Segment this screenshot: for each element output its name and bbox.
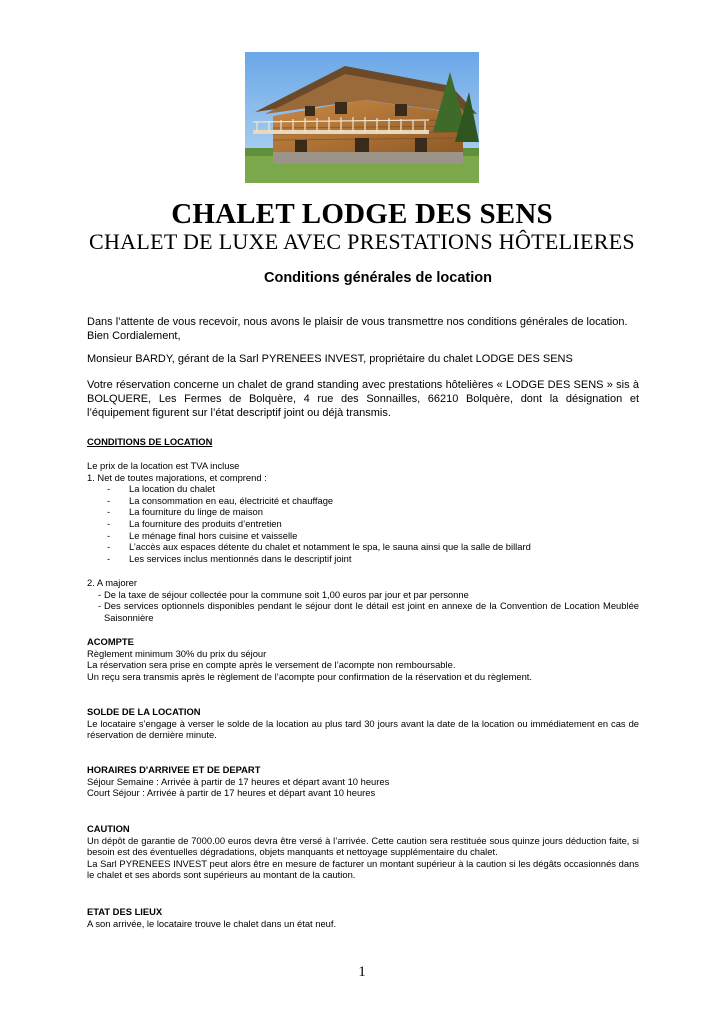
- list-item: - Des services optionnels disponibles pendant le séjour dont le détail est joint en annexe de la Convention de Location Meublée Saisonnière: [87, 600, 639, 623]
- horaires-line-2: Court Séjour : Arrivée à partir de 17 heures et départ avant 10 heures: [87, 787, 376, 799]
- caution-paragraph-2: La Sarl PYRENEES INVEST peut alors être en mesure de facturer un montant supérieur à la caution si les dégâts occasionnés dans le chalet et ses abords sont supérieurs au montant de la caution.: [87, 857, 639, 881]
- intro-paragraph-1: [87, 315, 639, 343]
- intro-paragraph-2: Monsieur BARDY, gérant de la Sarl PYRENEES INVEST, propriétaire du chalet LODGE DES SENS: [87, 353, 573, 365]
- list-item: - Le ménage final hors cuisine et vaisselle: [87, 530, 639, 542]
- solde-section: [87, 706, 639, 741]
- etat-section: [87, 906, 639, 929]
- conditions-block: [87, 460, 639, 564]
- list-item: - La location du chalet: [87, 483, 639, 495]
- acompte-heading: ACOMPTE: [87, 636, 134, 647]
- page-subtitle: CHALET DE LUXE AVEC PRESTATIONS HÔTELIERES: [89, 229, 635, 254]
- acompte-line-2: La réservation sera prise en compte après le versement de l’acompte non remboursable.: [87, 659, 456, 671]
- caution-heading: CAUTION: [87, 823, 130, 834]
- etat-text: A son arrivée, le locataire trouve le chalet dans un état neuf.: [87, 917, 337, 929]
- list-item: - La fourniture du linge de maison: [87, 506, 639, 518]
- intro-line-2: Bien Cordialement,: [87, 330, 181, 342]
- solde-text: Le locataire s’engage à verser le solde de la location au plus tard 30 jours avant la date de la location ou immédiatement en cas de réservation de dernière minute.: [87, 717, 639, 741]
- list-item: - Les services inclus mentionnés dans le descriptif joint: [87, 553, 639, 565]
- list-item: - L’accès aux espaces détente du chalet et notamment le spa, le sauna ainsi que la salle de billard: [87, 541, 639, 553]
- conditions-heading: CONDITIONS DE LOCATION: [87, 436, 213, 447]
- list-item: - La consommation en eau, électricité et chauffage: [87, 495, 639, 507]
- horaires-heading: HORAIRES D'ARRIVEE ET DE DEPART: [87, 764, 261, 775]
- conditions-line-2: 1. Net de toutes majorations, et comprend :: [87, 471, 267, 483]
- page-number: 1: [358, 964, 366, 980]
- caution-paragraph-1: Un dépôt de garantie de 7000.00 euros devra être versé à l’arrivée. Cette caution sera restituée sous quinze jours déduction faite, si besoin est des éventuelles dégradations, objets manquants et nettoyage supplémentaire du chalet.: [87, 834, 639, 858]
- conditions-line-3: 2. A majorer: [87, 577, 138, 588]
- acompte-line-3: Un reçu sera transmis après le règlement de l’acompte pour confirmation de la réservation et du règlement.: [87, 670, 533, 682]
- conditions-extra-block: [87, 577, 639, 623]
- list-item: - La fourniture des produits d’entretien: [87, 518, 639, 530]
- conditions-line-1: Le prix de la location est TVA incluse: [87, 460, 240, 471]
- page-title: CHALET LODGE DES SENS: [171, 198, 553, 230]
- chalet-photo: [245, 52, 479, 183]
- acompte-section: [87, 636, 639, 682]
- conditions-included-list: [87, 483, 639, 564]
- etat-heading: ETAT DES LIEUX: [87, 906, 163, 917]
- solde-heading: SOLDE DE LA LOCATION: [87, 706, 201, 717]
- caution-section: [87, 823, 639, 881]
- horaires-section: [87, 764, 639, 799]
- conditions-extra-list: [87, 589, 639, 624]
- acompte-line-1: Règlement minimum 30% du prix du séjour: [87, 647, 267, 659]
- document-heading: Conditions générales de location: [263, 270, 492, 286]
- intro-line-1: Dans l’attente de vous recevoir, nous avons le plaisir de vous transmettre nos conditions générales de location.: [87, 316, 628, 328]
- list-item: - De la taxe de séjour collectée pour la commune soit 1,00 euros par jour et par personne: [87, 589, 639, 601]
- horaires-line-1: Séjour Semaine : Arrivée à partir de 17 heures et départ avant 10 heures: [87, 775, 390, 787]
- intro-paragraph-3: Votre réservation concerne un chalet de grand standing avec prestations hôtelières « LODGE DES SENS » sis à BOLQUERE, Les Fermes de Bolquère, 4 rue des Sonnailles, 66210 Bolquère, dont la désignation et l’équipement figurent sur l’état descriptif joint ou déjà transmis.: [87, 379, 639, 419]
- chalet-photo-icon: [245, 52, 479, 183]
